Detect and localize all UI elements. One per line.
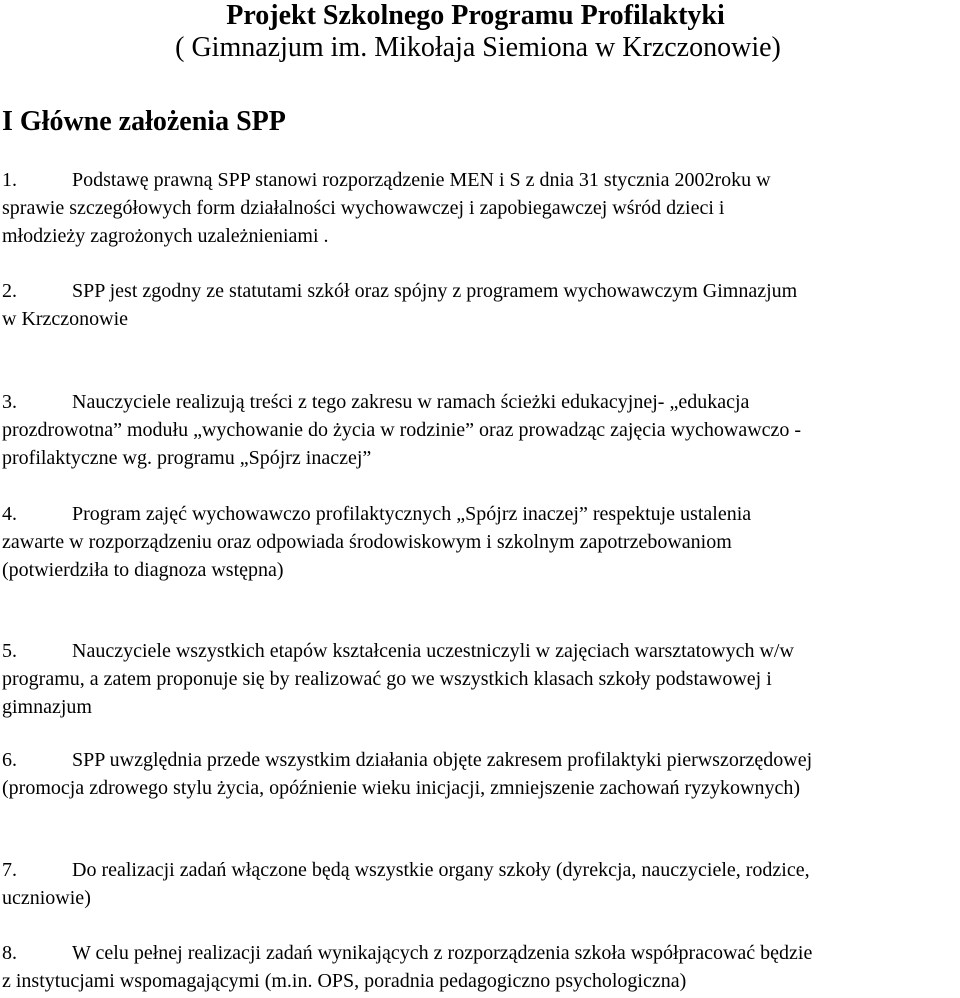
list-item (2, 746, 960, 802)
item-number: 2. (2, 280, 17, 302)
list-item (2, 637, 960, 721)
item-line: młodzieży zagrożonych uzależnieniami . (2, 225, 329, 247)
item-number: 3. (2, 391, 17, 413)
list-item (2, 939, 960, 995)
item-line: z instytucjami wspomagającymi (m.in. OPS, poradnia pedagogiczno psychologiczna) (2, 970, 687, 992)
item-text: Podstawę prawną SPP stanowi rozporządzenie MEN i S z dnia 31 stycznia 2002roku w (72, 169, 771, 191)
section-heading: I Główne założenia SPP (2, 106, 286, 137)
item-line (2, 746, 960, 774)
item-number: 5. (2, 640, 17, 662)
list-item (2, 166, 960, 250)
item-line: zawarte w rozporządzeniu oraz odpowiada środowiskowym i szkolnym zapotrzebowaniom (2, 531, 732, 553)
item-line (2, 856, 960, 884)
item-line: uczniowie) (2, 887, 91, 909)
item-line: w Krzczonowie (2, 308, 129, 330)
item-line (2, 500, 960, 528)
item-text: Nauczyciele wszystkich etapów kształcenia uczestniczyli w zajęciach warsztatowych w/w (72, 640, 794, 662)
item-line: profilaktyczne wg. programu „Spójrz inaczej” (2, 447, 372, 469)
item-line (2, 388, 960, 416)
item-number: 6. (2, 749, 17, 771)
document-title (0, 0, 960, 64)
item-number: 4. (2, 503, 17, 525)
item-line: sprawie szczegółowych form działalności wychowawczej i zapobiegawczej wśród dzieci i (2, 197, 725, 219)
item-text: Nauczyciele realizują treści z tego zakresu w ramach ścieżki edukacyjnej- „edukacja (72, 391, 750, 413)
item-line (2, 939, 960, 967)
item-line: (potwierdziła to diagnoza wstępna) (2, 559, 284, 581)
item-line: (promocja zdrowego stylu życia, opóźnienie wieku inicjacji, zmniejszenie zachowań ryzykownych) (2, 777, 801, 799)
item-number: 8. (2, 942, 17, 964)
item-line (2, 277, 960, 305)
item-line (2, 637, 960, 665)
item-line: gimnazjum (2, 696, 92, 718)
title-subtitle: ( Gimnazjum im. Mikołaja Siemiona w Krzczonowie) (175, 32, 781, 63)
item-line: programu, a zatem proponuje się by realizować go we wszystkich klasach szkoły podstawowej i (2, 668, 772, 690)
item-line: prozdrowotna” modułu „wychowanie do życia w rodzinie” oraz prowadząc zajęcia wychowawczo - (2, 419, 802, 441)
item-text: W celu pełnej realizacji zadań wynikających z rozporządzenia szkoła współpracować będzie (72, 942, 813, 964)
item-text: Do realizacji zadań włączone będą wszystkie organy szkoły (dyrekcja, nauczyciele, rodzice, (72, 859, 810, 881)
item-line (2, 166, 960, 194)
list-item (2, 388, 960, 472)
item-number: 1. (2, 169, 17, 191)
list-item (2, 500, 960, 584)
item-text: SPP uwzględnia przede wszystkim działania objęte zakresem profilaktyki pierwszorzędowej (72, 749, 813, 771)
list-item (2, 856, 960, 912)
item-number: 7. (2, 859, 17, 881)
title-main: Projekt Szkolnego Programu Profilaktyki (226, 0, 725, 31)
item-text: Program zajęć wychowawczo profilaktycznych „Spójrz inaczej” respektuje ustalenia (72, 503, 752, 525)
item-text: SPP jest zgodny ze statutami szkół oraz spójny z programem wychowawczym Gimnazjum (72, 280, 798, 302)
list-item (2, 277, 960, 333)
